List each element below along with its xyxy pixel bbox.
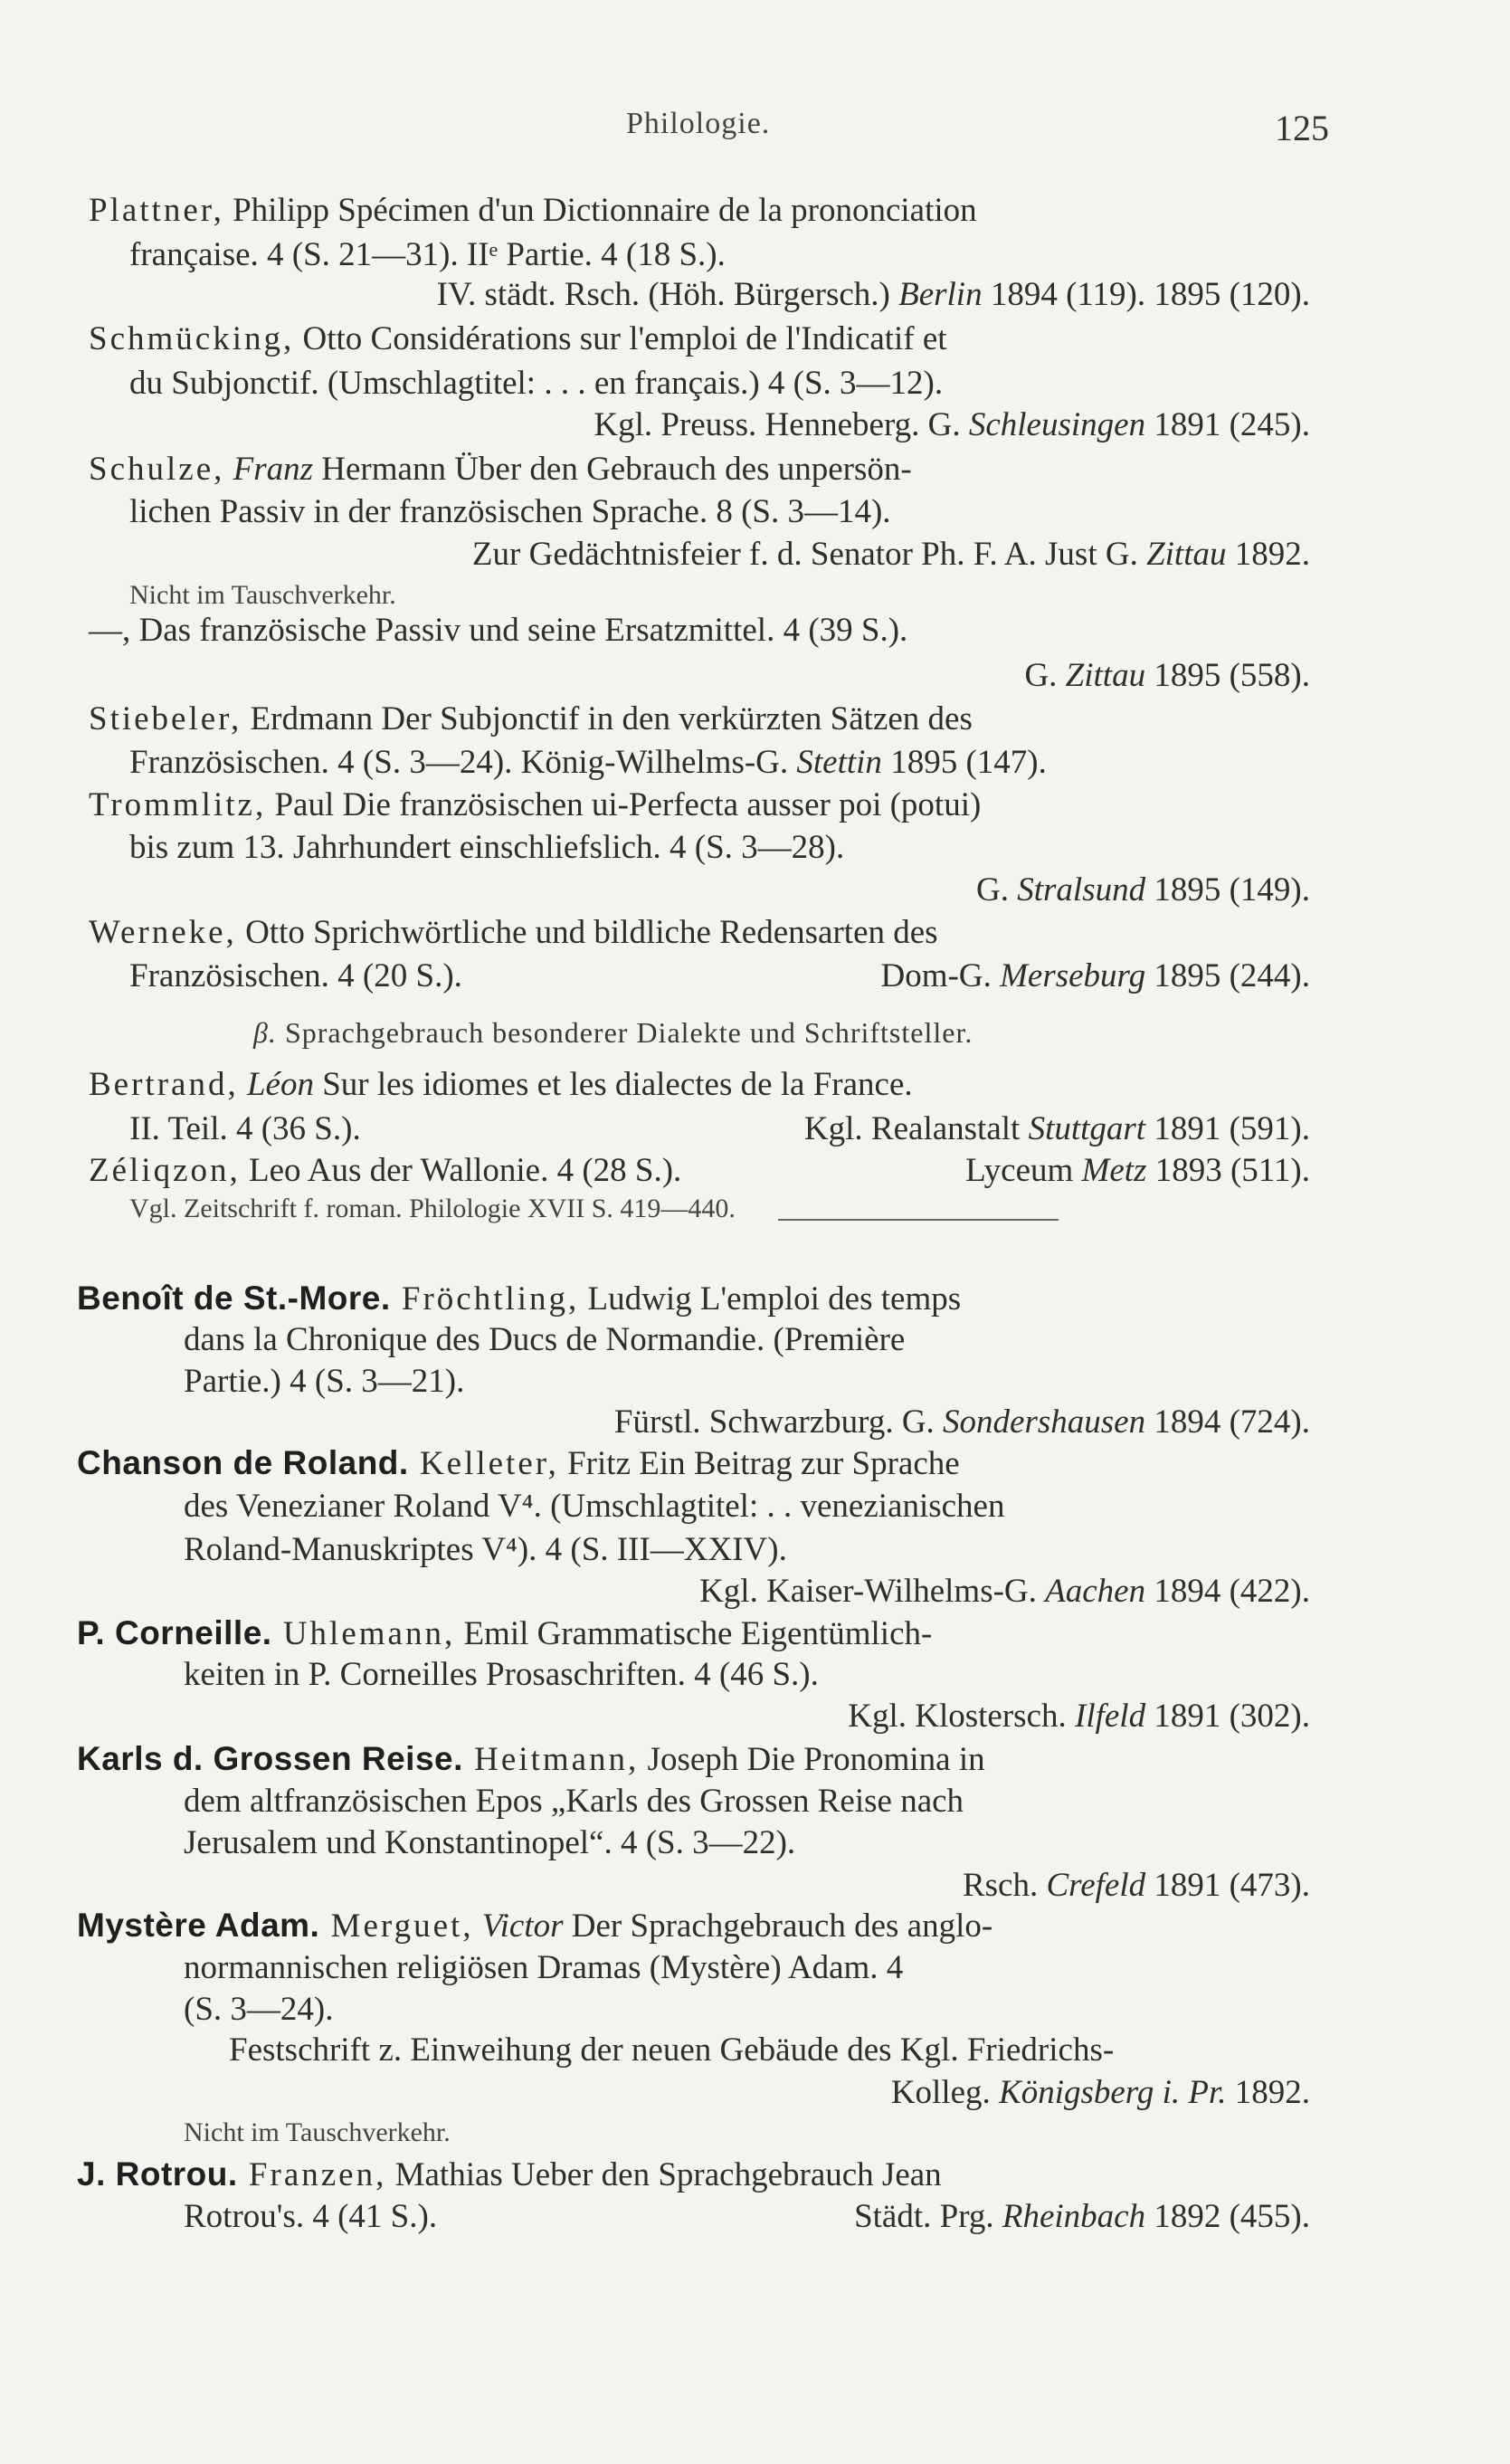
entry-line: Jerusalem und Konstantinopel“. 4 (S. 3—22). xyxy=(184,1824,796,1861)
document-page: Philologie. 125 Plattner, Philipp Spécimen d'un Dictionnaire de la prononciation française. 4 (S. 21—31). IIᵉ Partie. 4 (18 S.). IV. städt. Rsch. (Höh. Bürgersch.) Berlin 1894 (119). 1895 (120). Schmücking, Otto Considérations sur l'emploi de l'Indicatif et du Subjonctif. (Umschlagtitel: . . . en français.) 4 (S. 3—12). Kgl. Preuss. Henneberg. G. Schleusingen 1891 (245). Schulze, Franz Hermann Über den Gebrauch des unpersön- lichen Passiv in der französischen Sprache. 8 (S. 3—14). Zur Gedächtnisfeier f. d. Senator Ph. F. A. Just G. Zittau 1892. Nicht im Tauschverkehr. —, Das französische Passiv und seine Ersatzmittel. 4 (39 S.). G. Zittau 1895 (558). Stiebeler, Erdmann Der Subjonctif in den verkürzten Sätzen des Französischen. 4 (S. 3—24). König-Wilhelms-G. Stettin 1895 (147). Trommlitz, Paul Die französischen ui-Perfecta ausser poi (potui) bis zum 13. Jahrhundert einschliefslich. 4 (S. 3—28). G. Stralsund 1895 (149). Werneke, Otto Sprichwörtliche und bildliche Redensarten des Französischen. 4 (20 S.). Dom-G. Merseburg 1895 (244). β. Sprachgebrauch besonderer Dialekte und Schriftsteller. Bertrand, Léon Sur les idiomes et les dialectes de la France. II. Teil. 4 (36 S.). Kgl. Realanstalt Stuttgart 1891 (591). Zéliqzon, Leo Aus der Wallonie. 4 (28 S.). Lyceum Metz 1893 (511). Vgl. Zeitschrift f. roman. Philologie XVII S. 419—440. Benoît de St.-More. Fröchtling, Ludwig L'emploi des temps dans la Chronique des Ducs de Normandie. (Première Partie.) 4 (S. 3—21). Fürstl. Schwarzburg. G. Sondershausen 1894 (724). Chanson de Roland. Kelleter, Fritz Ein Beitrag zur Sprache des Venezianer Roland V⁴. (Umschlagtitel: . . venezianischen Roland-Manuskriptes V⁴). 4 (S. III—XXIV). Kgl. Kaiser-Wilhelms-G. Aachen 1894 (422). P. Corneille. Uhlemann, Emil Grammatische Eigentümlich- keiten in P. Corneilles Prosaschriften. 4 (46 S.). Kgl. Klostersch. Ilfeld 1891 (302). Karls d. Grossen Reise. Heitmann, Joseph Die Pronomina in dem altfranzösischen Epos „Karls des Grossen Reise nach Jerusalem und Konstantinopel“. 4 (S. 3—22). Rsch. Crefeld 1891 (473). Mystère Adam. Merguet, Victor Der Sprachgebrauch des anglo- normannischen religiösen Dramas (Mystère) Adam. 4 (S. 3—24). Festschrift z. Einweihung der neuen Gebäude des Kgl. Friedrichs- Kolleg. Königsberg i. Pr. 1892. Nicht im Tauschverkehr. J. Rotrou. Franzen, Mathias Ueber den Sprachgebrauch Jean Rotrou's. 4 (41 S.). Städt. Prg. Rheinbach 1892 (455). xyxy=(0,0,1510,2464)
place-name: Aachen xyxy=(1045,1573,1146,1610)
author-name: Plattner, xyxy=(89,192,224,229)
place-name: Ilfeld xyxy=(1075,1698,1146,1735)
author-name: Zéliqzon, xyxy=(89,1152,241,1189)
place-name: Rheinbach xyxy=(1002,2198,1146,2235)
place-name: Schleusingen xyxy=(968,406,1146,443)
place-name: Crefeld xyxy=(1046,1867,1146,1904)
section-divider xyxy=(778,1219,1059,1221)
place-name: Stettin xyxy=(796,744,882,781)
entry-line: Roland-Manuskriptes V⁴). 4 (S. III—XXIV). xyxy=(184,1531,787,1568)
section-heading: β. Sprachgebrauch besonderer Dialekte und Schriftsteller. xyxy=(253,1016,973,1049)
entry-line: dem altfranzösischen Epos „Karls des Grossen Reise nach xyxy=(184,1783,964,1820)
entry-line: keiten in P. Corneilles Prosaschriften. 4 (46 S.). xyxy=(184,1656,819,1693)
entry-line: Schmücking, Otto Considérations sur l'emploi de l'Indicatif et xyxy=(89,320,947,357)
place-name: Sondershausen xyxy=(943,1403,1146,1441)
place-name: Zittau xyxy=(1146,536,1227,573)
entry-note: Vgl. Zeitschrift f. roman. Philologie XVII S. 419—440. xyxy=(129,1194,736,1223)
page-number: 125 xyxy=(1275,108,1329,148)
author-name: Trommlitz, xyxy=(89,786,267,823)
work-heading: P. Corneille. xyxy=(77,1614,272,1651)
place-name: Metz xyxy=(1081,1152,1147,1189)
entry-line: dans la Chronique des Ducs de Normandie. (Première xyxy=(184,1321,906,1358)
entry-line: II. Teil. 4 (36 S.). Kgl. Realanstalt Stuttgart 1891 (591). xyxy=(129,1110,1310,1147)
entry-line: Partie.) 4 (S. 3—21). xyxy=(184,1363,465,1400)
entry-line: Benoît de St.-More. Fröchtling, Ludwig L'emploi des temps xyxy=(77,1280,962,1318)
author-name: Werneke, xyxy=(89,914,237,951)
author-name: Heitmann, xyxy=(462,1741,640,1778)
entry-line: Französischen. 4 (S. 3—24). König-Wilhelms-G. Stettin 1895 (147). xyxy=(129,744,1047,781)
author-name: Uhlemann, xyxy=(271,1615,456,1652)
place-name: Berlin xyxy=(898,276,983,313)
entry-line: Stiebeler, Erdmann Der Subjonctif in den verkürzten Sätzen des xyxy=(89,700,973,737)
entry-line: Karls d. Grossen Reise. Heitmann, Joseph Die Pronomina in xyxy=(77,1740,985,1778)
entry-line: bis zum 13. Jahrhundert einschliefslich. 4 (S. 3—28). xyxy=(129,829,845,866)
entry-line: (S. 3—24). xyxy=(184,1991,334,2028)
work-heading: Chanson de Roland. xyxy=(77,1444,409,1481)
entry-line: Zéliqzon, Leo Aus der Wallonie. 4 (28 S.). Lyceum Metz 1893 (511). xyxy=(89,1152,1310,1189)
running-head xyxy=(0,107,1510,161)
entry-line: —, Das französische Passiv und seine Ersatzmittel. 4 (39 S.). xyxy=(89,612,908,649)
page-title: Philologie. xyxy=(626,107,771,140)
entry-note: Nicht im Tauschverkehr. xyxy=(184,2117,451,2147)
author-name: Schmücking, xyxy=(89,320,295,357)
author-name: Fröchtling, xyxy=(390,1280,580,1318)
entry-line: J. Rotrou. Franzen, Mathias Ueber den Sprachgebrauch Jean xyxy=(77,2155,942,2193)
place-name: Königsberg i. Pr. xyxy=(999,2074,1227,2111)
entry-line: Schulze, Franz Hermann Über den Gebrauch des unpersön- xyxy=(89,451,912,488)
entry-line: Bertrand, Léon Sur les idiomes et les dialectes de la France. xyxy=(89,1066,913,1103)
entry-line: du Subjonctif. (Umschlagtitel: . . . en français.) 4 (S. 3—12). xyxy=(129,365,944,402)
entry-line: française. 4 (S. 21—31). IIᵉ Partie. 4 (18 S.). xyxy=(129,236,726,273)
author-name: Schulze, xyxy=(89,451,225,488)
entry-line: normannischen religiösen Dramas (Mystère) Adam. 4 xyxy=(184,1949,904,1986)
entry-line: Plattner, Philipp Spécimen d'un Dictionnaire de la prononciation xyxy=(89,192,977,229)
entry-line: Trommlitz, Paul Die französischen ui-Perfecta ausser poi (potui) xyxy=(89,786,982,823)
author-name: Stiebeler, xyxy=(89,700,242,737)
entry-line: Rotrou's. 4 (41 S.). Städt. Prg. Rheinbach 1892 (455). xyxy=(184,2198,1310,2235)
place-name: Merseburg xyxy=(1000,957,1146,994)
place-name: Stralsund xyxy=(1017,871,1146,909)
place-name: Stuttgart xyxy=(1028,1110,1146,1147)
author-name: Bertrand, xyxy=(89,1066,239,1103)
entry-note: Nicht im Tauschverkehr. xyxy=(129,580,396,610)
entry-line: Chanson de Roland. Kelleter, Fritz Ein Beitrag zur Sprache xyxy=(77,1444,960,1482)
place-name: Zittau xyxy=(1065,657,1146,694)
entry-line: lichen Passiv in der französischen Sprache. 8 (S. 3—14). xyxy=(129,493,891,530)
entry-line: Festschrift z. Einweihung der neuen Gebäude des Kgl. Friedrichs- xyxy=(229,2031,1115,2069)
work-heading: J. Rotrou. xyxy=(77,2155,238,2193)
entry-line: Mystère Adam. Merguet, Victor Der Sprachgebrauch des anglo- xyxy=(77,1907,993,1945)
author-name: Merguet, xyxy=(319,1907,474,1945)
entry-line: Werneke, Otto Sprichwörtliche und bildliche Redensarten des xyxy=(89,914,938,951)
author-name: Franzen, xyxy=(237,2156,387,2193)
entry-line: Französischen. 4 (20 S.). Dom-G. Merseburg 1895 (244). xyxy=(129,957,1310,994)
entry-line: des Venezianer Roland V⁴. (Umschlagtitel: . . venezianischen xyxy=(184,1488,1005,1525)
entry-line: P. Corneille. Uhlemann, Emil Grammatische Eigentümlich- xyxy=(77,1614,933,1652)
work-heading: Karls d. Grossen Reise. xyxy=(77,1740,463,1777)
author-name: Kelleter, xyxy=(408,1445,559,1482)
work-heading: Benoît de St.-More. xyxy=(77,1280,391,1317)
work-heading: Mystère Adam. xyxy=(77,1907,320,1944)
